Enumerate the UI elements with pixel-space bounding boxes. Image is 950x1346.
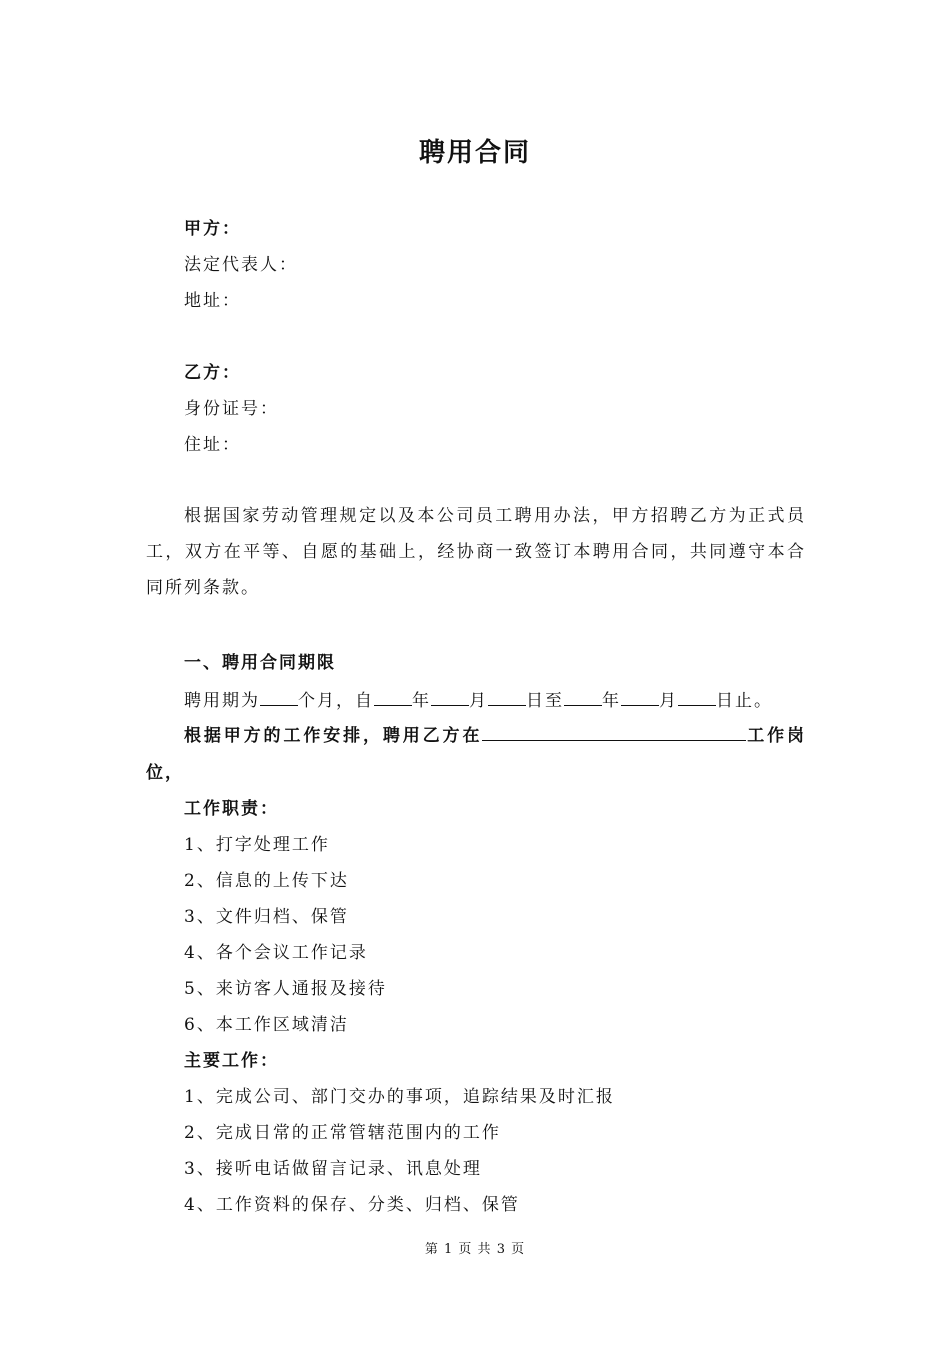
period-text: 月 [469, 691, 488, 711]
party-b-label: 乙方： [184, 363, 241, 383]
position-paragraph [146, 718, 806, 792]
blank-field[interactable] [488, 687, 526, 706]
list-item: 5、来访客人通报及接待 [184, 979, 387, 999]
position-text: 根据甲方的工作安排，聘用乙方在 [184, 726, 483, 746]
list-item: 3、文件归档、保管 [184, 907, 349, 927]
period-text: 日止。 [716, 691, 773, 711]
blank-field[interactable] [374, 687, 412, 706]
list-item: 6、本工作区域清洁 [184, 1015, 349, 1035]
list-item: 1、打字处理工作 [184, 835, 330, 855]
period-text: 年 [602, 691, 621, 711]
intro-paragraph: 根据国家劳动管理规定以及本公司员工聘用办法，甲方招聘乙方为正式员工，双方在平等、自愿的基础上，经协商一致签订本聘用合同，共同遵守本合同所列条款。 [146, 506, 806, 598]
period-text: 年 [412, 691, 431, 711]
blank-field[interactable] [678, 687, 716, 706]
blank-field[interactable] [260, 687, 298, 706]
main-work-heading: 主要工作： [184, 1051, 279, 1071]
list-item: 2、信息的上传下达 [184, 871, 349, 891]
id-number-label: 身份证号： [184, 399, 279, 419]
duties-heading: 工作职责： [184, 799, 279, 819]
page-title: 聘用合同 [418, 138, 531, 168]
list-item: 1、完成公司、部门交办的事项，追踪结果及时汇报 [184, 1087, 615, 1107]
list-item: 3、接听电话做留言记录、讯息处理 [184, 1159, 482, 1179]
blank-field[interactable] [431, 687, 469, 706]
party-a-address-label: 地址： [184, 291, 241, 311]
list-item: 4、各个会议工作记录 [184, 943, 368, 963]
list-item: 4、工作资料的保存、分类、归档、保管 [184, 1195, 520, 1215]
blank-field[interactable] [621, 687, 659, 706]
blank-field[interactable] [564, 687, 602, 706]
party-a-label: 甲方： [184, 219, 241, 239]
party-b-address-label: 住址： [184, 435, 241, 455]
period-text: 聘用期为 [184, 691, 260, 711]
position-text: 工作岗位， [146, 726, 807, 783]
position-blank[interactable] [482, 722, 746, 741]
list-item: 2、完成日常的正常管辖范围内的工作 [184, 1123, 501, 1143]
period-text: 个月，自 [298, 691, 374, 711]
period-text: 月 [659, 691, 678, 711]
period-line [184, 687, 773, 713]
period-text: 日至 [526, 691, 564, 711]
section-heading: 一、聘用合同期限 [184, 653, 336, 673]
legal-rep-label: 法定代表人： [184, 255, 298, 275]
page-footer: 第 1 页 共 3 页 [424, 1242, 526, 1257]
